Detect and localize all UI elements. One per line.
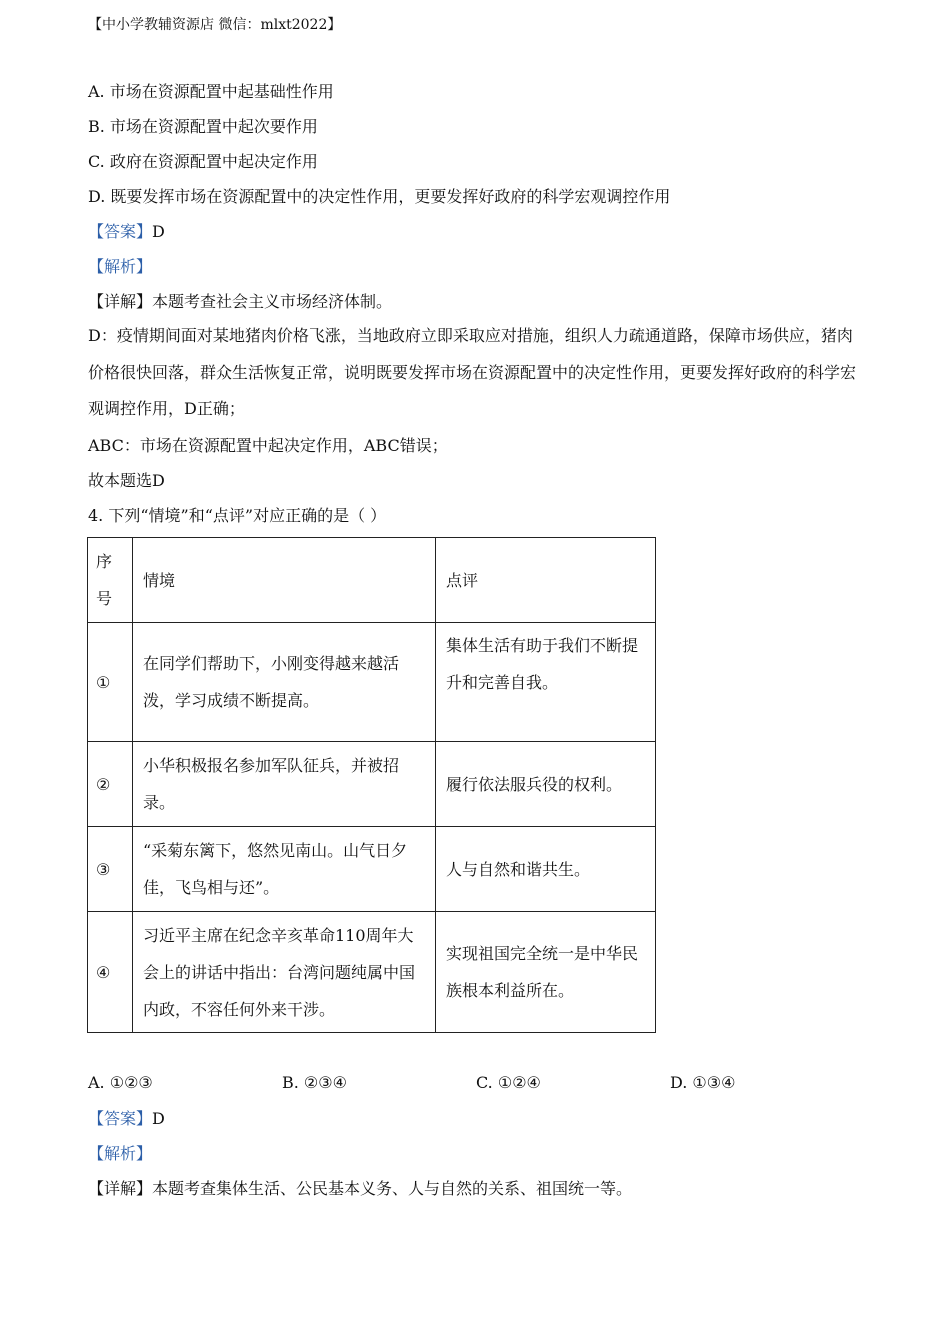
page-header: 【中小学教辅资源店 微信：mlxt2022】 bbox=[88, 17, 342, 33]
answer-value: D bbox=[152, 1109, 165, 1128]
prev-detail bbox=[88, 292, 392, 312]
question-4-stem: 4. 下列“情境”和“点评”对应正确的是（ ） bbox=[88, 506, 387, 525]
row-num: ③ bbox=[88, 827, 133, 912]
option-a: A. ①②③ bbox=[88, 1073, 153, 1092]
row-situation: “采菊东篱下，悠然见南山。山气日夕佳，飞鸟相与还”。 bbox=[133, 827, 436, 912]
q4-analysis-tag bbox=[88, 1144, 152, 1164]
answer-tag: 【答案】 bbox=[88, 1109, 153, 1128]
row-situation: 习近平主席在纪念辛亥革命110周年大会上的讲话中指出：台湾问题纯属中国内政，不容任何外来干涉。 bbox=[133, 912, 436, 1033]
option-c: C. ①②④ bbox=[476, 1073, 541, 1092]
row-num: ④ bbox=[88, 912, 133, 1033]
row-comment: 实现祖国完全统一是中华民族根本利益所在。 bbox=[436, 912, 656, 1033]
table-row bbox=[88, 827, 656, 912]
row-comment: 集体生活有助于我们不断提升和完善自我。 bbox=[436, 623, 656, 742]
header-situation: 情境 bbox=[133, 538, 436, 623]
prev-analysis-tag bbox=[88, 257, 152, 277]
row-situation: 小华积极报名参加军队征兵，并被招录。 bbox=[133, 742, 436, 827]
detail-text: 本题考查社会主义市场经济体制。 bbox=[152, 292, 393, 311]
row-comment: 履行依法服兵役的权利。 bbox=[436, 742, 656, 827]
table-row bbox=[88, 912, 656, 1033]
analysis-tag: 【解析】 bbox=[88, 257, 153, 276]
row-comment: 人与自然和谐共生。 bbox=[436, 827, 656, 912]
table-header-row bbox=[88, 538, 656, 623]
prev-explain-d: D：疫情期间面对某地猪肉价格飞涨，当地政府立即采取应对措施，组织人力疏通道路，保障市场供应，猪肉价格很快回落，群众生活恢复正常，说明既要发挥市场在资源配置中的决定性作用，更要发挥好政府的科学宏观调控作用，D正确； bbox=[88, 326, 857, 418]
prev-option-d: D. 既要发挥市场在资源配置中的决定性作用，更要发挥好政府的科学宏观调控作用 bbox=[88, 187, 671, 206]
row-situation: 在同学们帮助下，小刚变得越来越活泼，学习成绩不断提高。 bbox=[133, 623, 436, 742]
detail-tag: 【详解】 bbox=[88, 1179, 153, 1198]
prev-conclusion: 故本题选D bbox=[88, 471, 165, 490]
prev-explain-abc: ABC：市场在资源配置中起决定作用，ABC错误； bbox=[88, 436, 448, 455]
header-num: 序号 bbox=[88, 538, 133, 623]
q4-answer bbox=[88, 1109, 165, 1129]
option-b: B. ②③④ bbox=[282, 1073, 347, 1092]
q4-detail bbox=[88, 1179, 632, 1199]
option-d: D. ①③④ bbox=[670, 1073, 736, 1092]
answer-tag: 【答案】 bbox=[88, 222, 153, 241]
header-comment: 点评 bbox=[436, 538, 656, 623]
prev-option-a: A. 市场在资源配置中起基础性作用 bbox=[88, 82, 334, 101]
table-row bbox=[88, 742, 656, 827]
prev-option-b: B. 市场在资源配置中起次要作用 bbox=[88, 117, 318, 136]
question-4-table bbox=[87, 537, 656, 1033]
prev-option-c: C. 政府在资源配置中起决定作用 bbox=[88, 152, 318, 171]
row-num: ① bbox=[88, 623, 133, 742]
detail-text: 本题考查集体生活、公民基本义务、人与自然的关系、祖国统一等。 bbox=[152, 1179, 633, 1198]
analysis-tag: 【解析】 bbox=[88, 1144, 153, 1163]
row-num: ② bbox=[88, 742, 133, 827]
table-row bbox=[88, 623, 656, 742]
answer-value: D bbox=[152, 222, 165, 241]
detail-tag: 【详解】 bbox=[88, 292, 153, 311]
prev-answer bbox=[88, 222, 165, 242]
